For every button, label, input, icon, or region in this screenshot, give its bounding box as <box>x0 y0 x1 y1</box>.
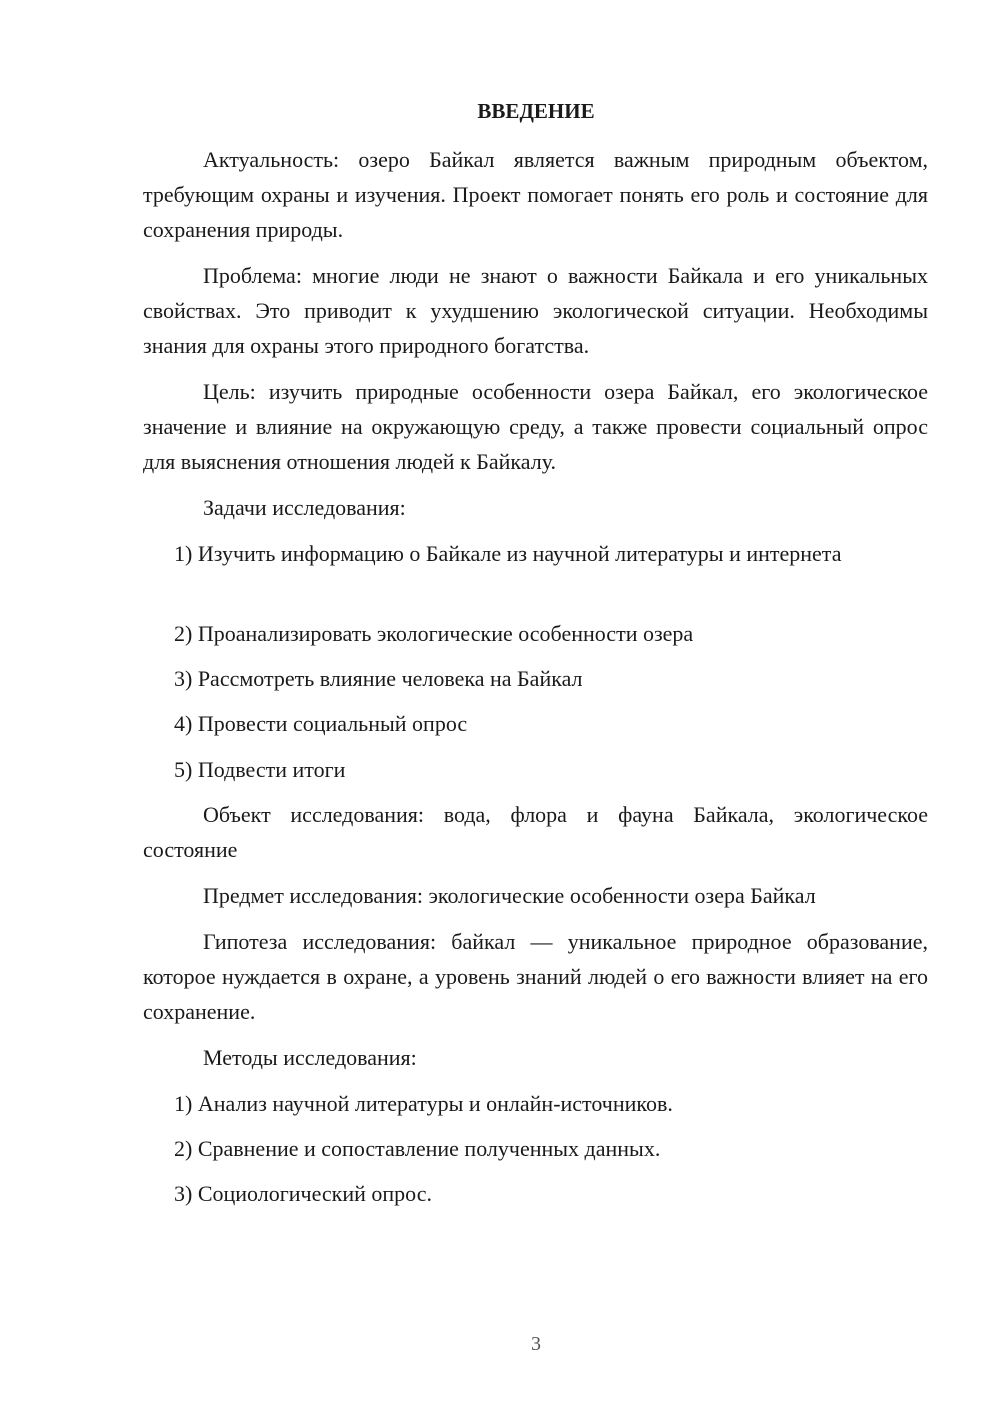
relevance-paragraph: Актуальность: озеро Байкал является важным природным объектом, требующим охраны и изучения. Проект помогает понять его роль и состояние для сохранения природы. <box>143 147 928 242</box>
page-title: ВВЕДЕНИЕ <box>477 99 595 123</box>
task-item: 4) Провести социальный опрос <box>174 711 468 736</box>
task-item: 5) Подвести итоги <box>174 757 346 782</box>
goal-paragraph: Цель: изучить природные особенности озера Байкал, его экологическое значение и влияние на окружающую среду, а также провести социальный опрос для выяснения отношения людей к Байкалу. <box>143 379 928 474</box>
problem-paragraph: Проблема: многие люди не знают о важности Байкала и его уникальных свойствах. Это приводит к ухудшению экологической ситуации. Необходимы знания для охраны этого природного богатства. <box>143 263 928 358</box>
tasks-heading: Задачи исследования: <box>203 495 406 520</box>
method-item: 3) Социологический опрос. <box>174 1181 432 1206</box>
hypothesis-paragraph: Гипотеза исследования: байкал — уникальное природное образование, которое нуждается в охране, а уровень знаний людей о его важности влияет на его сохранение. <box>143 929 928 1024</box>
task-item: 1) Изучить информацию о Байкале из научной литературы и интернета <box>174 541 842 566</box>
subject-paragraph: Предмет исследования: экологические особенности озера Байкал <box>203 883 816 908</box>
page-number: 3 <box>531 1333 541 1355</box>
method-item: 1) Анализ научной литературы и онлайн-источников. <box>174 1091 673 1116</box>
methods-heading: Методы исследования: <box>203 1045 417 1070</box>
task-item: 2) Проанализировать экологические особенности озера <box>174 621 694 646</box>
task-item: 3) Рассмотреть влияние человека на Байкал <box>174 666 583 691</box>
object-paragraph: Объект исследования: вода, флора и фауна Байкала, экологическое состояние <box>143 802 928 862</box>
method-item: 2) Сравнение и сопоставление полученных данных. <box>174 1136 661 1161</box>
